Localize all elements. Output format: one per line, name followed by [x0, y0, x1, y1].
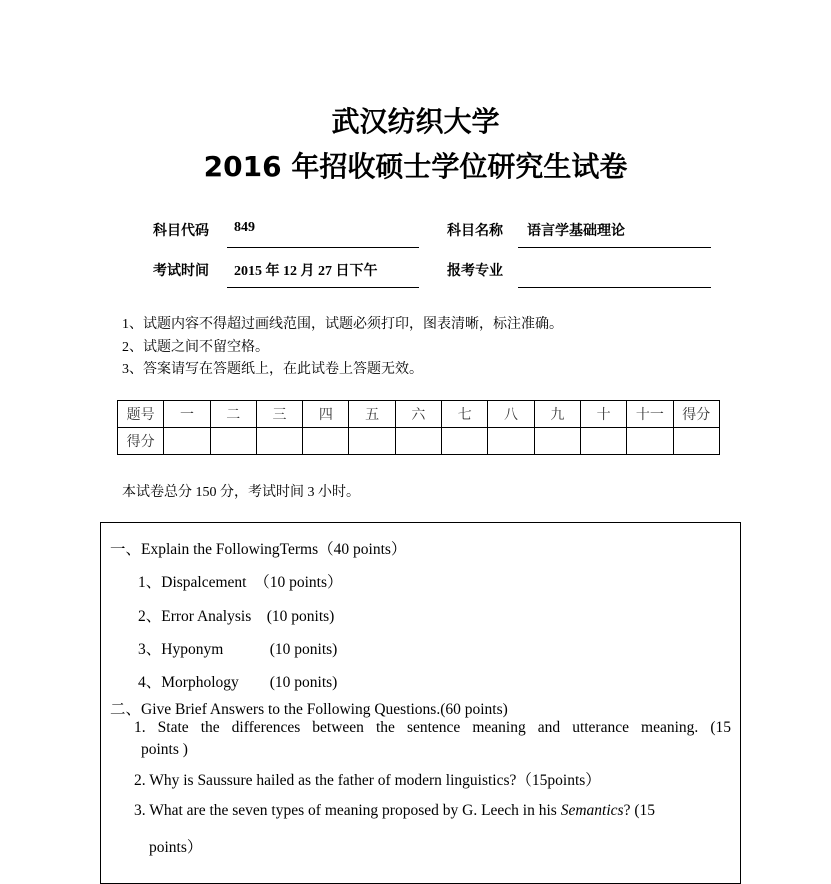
table-cell: 九	[534, 401, 580, 428]
question-3-points: ? (15	[623, 802, 655, 819]
table-cell: 十	[580, 401, 626, 428]
table-cell	[488, 428, 534, 455]
code-value: 849	[234, 220, 255, 235]
major-label: 报考专业	[447, 264, 503, 279]
table-cell	[442, 428, 488, 455]
table-cell	[256, 428, 302, 455]
table-cell	[303, 428, 349, 455]
table-cell	[210, 428, 256, 455]
university-name: 武汉纺织大学	[331, 105, 500, 138]
table-cell: 三	[256, 401, 302, 428]
term-1: 1、Dispalcement （10 points）	[138, 574, 343, 591]
table-cell	[580, 428, 626, 455]
code-label: 科目代码	[153, 224, 209, 239]
section-1-title: 一、Explain the FollowingTerms（40 points）	[110, 541, 407, 558]
term-2: 2、Error Analysis (10 ponits)	[138, 608, 335, 625]
table-cell	[349, 428, 395, 455]
table-cell: 七	[442, 401, 488, 428]
question-3-cont: points）	[149, 839, 203, 856]
underline	[518, 287, 711, 288]
table-cell: 六	[395, 401, 441, 428]
table-cell: 五	[349, 401, 395, 428]
table-cell: 题号	[118, 401, 164, 428]
total-note: 本试卷总分 150 分，考试时间 3 小时。	[122, 485, 360, 500]
table-cell: 二	[210, 401, 256, 428]
underline	[227, 287, 419, 288]
question-3-text: 3. What are the seven types of meaning proposed by G. Leech in his	[134, 802, 561, 819]
question-1-cont: points )	[141, 741, 188, 758]
note-1: 1、试题内容不得超过画线范围，试题必须打印，图表清晰，标注准确。	[122, 317, 563, 332]
table-cell: 得分	[118, 428, 164, 455]
table-cell: 八	[488, 401, 534, 428]
time-value: 2015 年 12 月 27 日下午	[234, 264, 378, 279]
underline	[227, 247, 419, 248]
table-row	[118, 428, 720, 455]
table-cell	[673, 428, 719, 455]
table-cell	[534, 428, 580, 455]
question-3	[134, 802, 655, 820]
table-cell	[164, 428, 210, 455]
table-cell: 四	[303, 401, 349, 428]
score-table	[117, 400, 720, 455]
time-label: 考试时间	[153, 264, 209, 279]
name-label: 科目名称	[447, 224, 503, 239]
note-2: 2、试题之间不留空格。	[122, 340, 269, 355]
term-4: 4、Morphology (10 ponits)	[138, 674, 338, 691]
book-title: Semantics	[560, 802, 624, 819]
table-cell	[627, 428, 673, 455]
term-3: 3、Hyponym (10 ponits)	[138, 641, 338, 658]
question-2: 2. Why is Saussure hailed as the father of modern linguistics?（15points）	[134, 772, 601, 789]
table-cell: 得分	[673, 401, 719, 428]
underline	[518, 247, 711, 248]
note-3: 3、答案请写在答题纸上，在此试卷上答题无效。	[122, 362, 423, 377]
table-cell: 一	[164, 401, 210, 428]
question-1: 1. State the differences between the sentence meaning and utterance meaning. (15	[134, 719, 731, 736]
name-value: 语言学基础理论	[527, 224, 625, 239]
table-header-row	[118, 401, 720, 428]
table-cell: 十一	[627, 401, 673, 428]
exam-title: 2016 年招收硕士学位研究生试卷	[203, 150, 628, 183]
section-2-title: 二、Give Brief Answers to the Following Questions.(60 points)	[110, 701, 508, 718]
table-cell	[395, 428, 441, 455]
